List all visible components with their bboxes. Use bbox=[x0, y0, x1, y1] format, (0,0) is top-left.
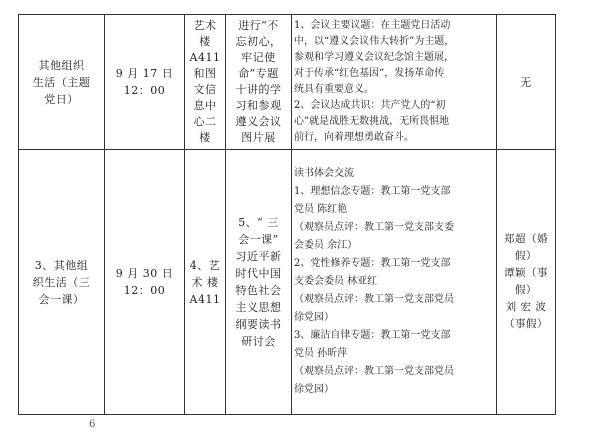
page-number: 6 bbox=[89, 419, 96, 430]
cell-line: 4、艺 bbox=[189, 258, 221, 272]
cell-line: 谭颖（事 bbox=[504, 267, 548, 279]
cell-line: （观察员点评：教工第一党支部党员 bbox=[294, 294, 454, 305]
cell-line: 徐党园） bbox=[294, 312, 334, 323]
row1-content-cell bbox=[292, 15, 496, 149]
cell-line: 文信 bbox=[193, 83, 217, 96]
cell-line: 1、理想信念专题：教工第一党支部 bbox=[294, 186, 451, 197]
cell-line: 9 月 30 日 bbox=[115, 267, 174, 280]
cell-line: 主义思想 bbox=[235, 301, 282, 314]
row2-venue-cell bbox=[185, 150, 225, 414]
row1-time-cell bbox=[105, 15, 184, 149]
row1-activity-cell bbox=[19, 15, 104, 149]
cell-line: 党员 孙昕萍 bbox=[294, 348, 348, 359]
cell-line: A411 bbox=[189, 51, 221, 64]
cell-line: 楼 bbox=[199, 35, 211, 48]
row2-absent-cell bbox=[497, 150, 555, 414]
cell-line: 9 月 17 日 bbox=[115, 67, 174, 80]
cell-line: 12：00 bbox=[123, 84, 166, 97]
cell-line: 特色社会 bbox=[235, 284, 282, 297]
cell-line: 5、“ 三 bbox=[238, 216, 279, 229]
cell-line: 十讲的学 bbox=[235, 83, 282, 96]
cell-line: 3、廉洁自律专题：教工第一党支部 bbox=[294, 330, 451, 341]
cell-line: 读书体会交流 bbox=[294, 168, 354, 179]
cell-line: 12：00 bbox=[123, 284, 166, 297]
cell-line: 党日） bbox=[44, 92, 79, 106]
cell-line: 郑超（婚 bbox=[504, 233, 548, 245]
cell-line: 会一课” bbox=[238, 233, 279, 246]
cell-line: 刘 宏 波 bbox=[505, 301, 547, 313]
cell-line: 研讨会 bbox=[241, 335, 276, 348]
cell-line: 中，以“遵义会议伟大转折”为主题， bbox=[294, 36, 455, 47]
cell-line: 参观和学习遵义会议纪念馆主题展， bbox=[294, 52, 454, 63]
cell-line: 术 楼 bbox=[191, 275, 219, 289]
cell-line: 无 bbox=[520, 75, 532, 89]
cell-line: 织生活（三 bbox=[32, 275, 91, 289]
cell-line: 牢记使 bbox=[241, 51, 276, 64]
cell-line: 命”专题 bbox=[238, 67, 279, 80]
row2-topic-cell bbox=[226, 150, 291, 414]
table-border-bottom bbox=[18, 414, 556, 415]
cell-line: 遵义会议 bbox=[235, 115, 282, 128]
table-border-right bbox=[555, 14, 556, 414]
cell-line: 忘初心， bbox=[235, 35, 282, 48]
row1-absent-cell bbox=[497, 15, 555, 149]
cell-line: 假） bbox=[515, 284, 537, 296]
cell-line: A411 bbox=[189, 292, 221, 306]
cell-line: 3、其他组 bbox=[34, 258, 89, 272]
row1-venue-cell bbox=[185, 15, 225, 149]
cell-line: 图片展 bbox=[241, 131, 276, 144]
cell-line: 1、会议主要议题：在主题党日活动 bbox=[294, 20, 451, 31]
cell-line: 心”就是战胜无数挑战，无所畏惧地 bbox=[294, 116, 450, 127]
cell-line: 进行“不 bbox=[238, 19, 279, 32]
row1-topic-cell bbox=[226, 15, 291, 149]
cell-line: 心二 bbox=[193, 115, 217, 128]
row2-content-cell bbox=[292, 150, 496, 414]
cell-line: （观察员点评：教工第一党支部支委 bbox=[294, 222, 454, 233]
cell-line: 息中 bbox=[193, 99, 217, 112]
row2-activity-cell bbox=[19, 150, 104, 414]
cell-line: 徐党园） bbox=[294, 384, 334, 395]
cell-line: （观察员点评：教工第一党支部党员 bbox=[294, 366, 454, 377]
cell-line: 和图 bbox=[193, 67, 217, 80]
cell-line: 会委员 余江） bbox=[294, 240, 358, 251]
cell-line: 统具有重要意义。 bbox=[294, 84, 374, 95]
cell-line: 会一课） bbox=[38, 292, 85, 306]
cell-line: 生活（主题 bbox=[32, 75, 91, 89]
cell-line: 假） bbox=[515, 250, 537, 262]
cell-line: 对于传承“红色基因”，发扬革命传 bbox=[294, 68, 445, 79]
cell-line: 艺术 bbox=[193, 19, 217, 32]
cell-line: 前行，向着理想勇敢奋斗。 bbox=[294, 132, 414, 143]
cell-line: 楼 bbox=[199, 131, 211, 144]
cell-line: 党员 陈红艳 bbox=[294, 204, 348, 215]
cell-line: 纲要读书 bbox=[235, 318, 282, 331]
cell-line: 其他组织 bbox=[38, 58, 85, 72]
cell-line: 习近平新 bbox=[235, 250, 282, 263]
cell-line: 2、会议达成共识：共产党人的“初 bbox=[294, 100, 446, 111]
row2-time-cell bbox=[105, 150, 184, 414]
cell-line: （事假） bbox=[504, 318, 548, 330]
cell-line: 支委会委员 林亚红 bbox=[294, 276, 378, 287]
cell-line: 2、党性修养专题：教工第一党支部 bbox=[294, 258, 451, 269]
cell-line: 习和参观 bbox=[235, 99, 282, 112]
cell-line: 时代中国 bbox=[235, 267, 282, 280]
